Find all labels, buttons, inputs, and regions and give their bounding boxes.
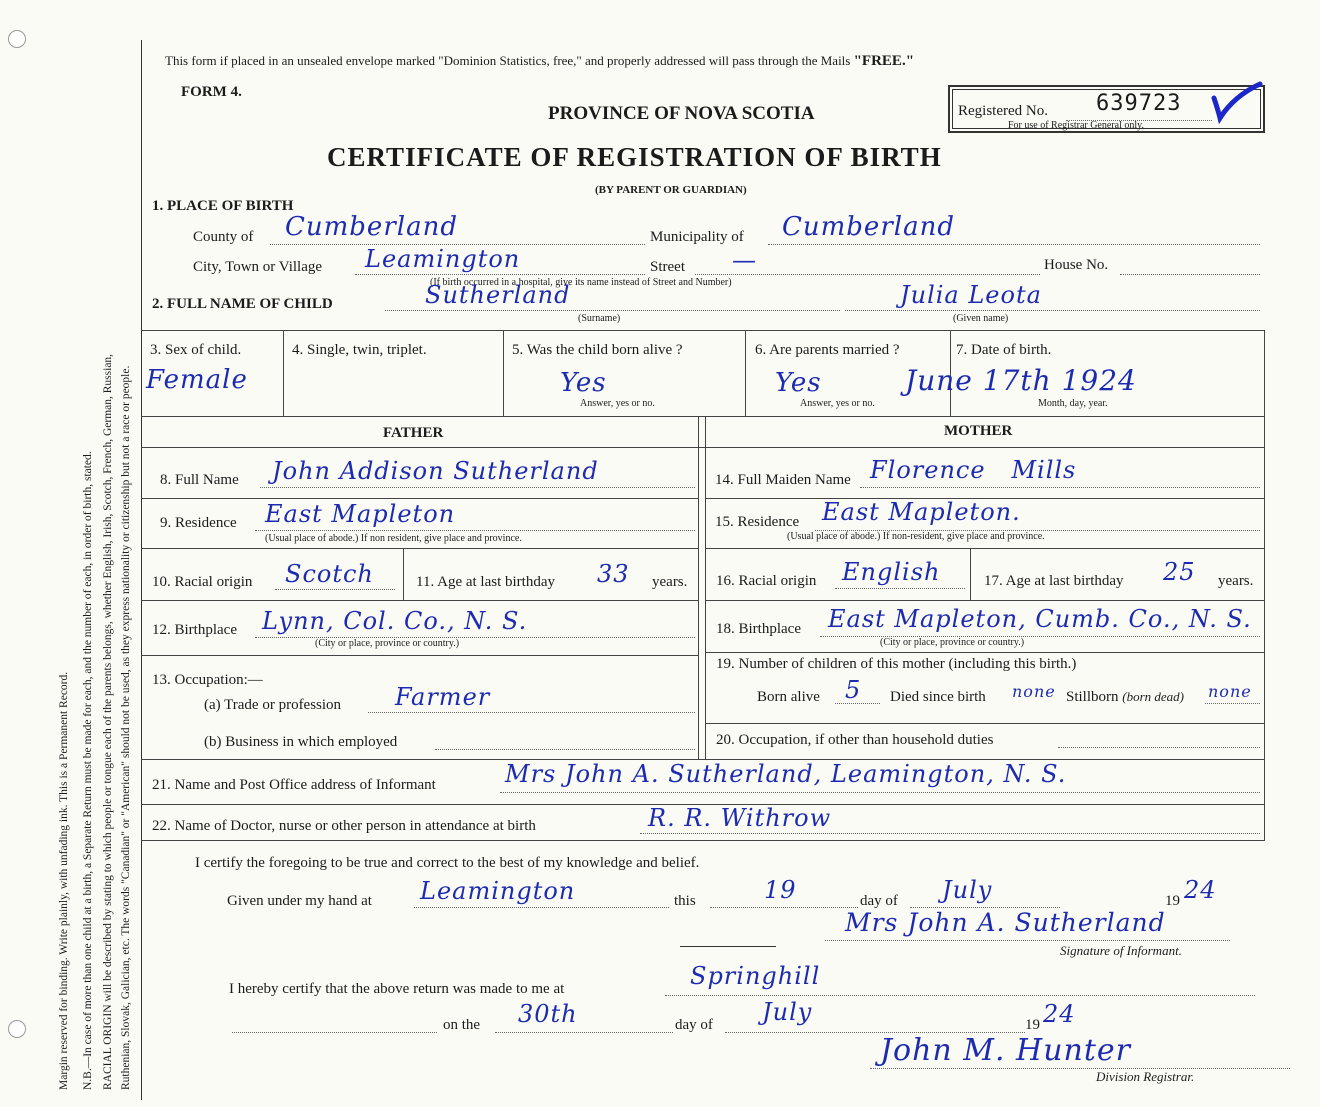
stillborn-label: Stillborn (born dead) bbox=[1066, 689, 1185, 705]
registrar-day-value: 30th bbox=[518, 1000, 578, 1028]
father-racial-label: 10. Racial origin bbox=[152, 574, 253, 590]
registrar-on-the-label: on the bbox=[443, 1017, 481, 1033]
cert-month-value: July bbox=[942, 876, 993, 904]
father-birthplace-value: Lynn, Col. Co., N. S. bbox=[262, 607, 528, 635]
father-residence-caption: (Usual place of abode.) If non resident, give place and province. bbox=[265, 533, 522, 544]
plurality-label: 4. Single, twin, triplet. bbox=[292, 342, 427, 358]
born-alive-label: Born alive bbox=[757, 689, 820, 705]
margin-note-nb: N.B.—In case of more than one child at a birth, a Separate Return must be made for each, and the number of each, in order of birth, stated. bbox=[82, 451, 94, 1090]
postal-notice: This form if placed in an unsealed envelope marked "Dominion Statistics, free," and properly addressed will pass through the Mails "FREE." bbox=[165, 53, 915, 69]
informant-label: 21. Name and Post Office address of Informant bbox=[152, 777, 436, 793]
cert-day-of-label: day of bbox=[860, 893, 898, 909]
margin-note-binding: Margin reserved for binding. Write plainly, with unfading ink. This is a Permanent Record. bbox=[58, 671, 70, 1090]
doctor-value: R. R. Withrow bbox=[648, 804, 832, 832]
city-label: City, Town or Village bbox=[193, 259, 323, 275]
margin-note-racial-2: Ruthenian, Slovak, Galician, etc. The words "Canadian" or "American" should not be used, as they express nationality or citizenship but not a race or people. bbox=[120, 365, 132, 1090]
registrar-place-value: Springhill bbox=[690, 962, 821, 990]
cert-year-prefix: 19 bbox=[1165, 893, 1180, 909]
registrar-year-value: 24 bbox=[1043, 1000, 1076, 1028]
mother-name-label: 14. Full Maiden Name bbox=[715, 472, 851, 488]
mother-residence-label: 15. Residence bbox=[715, 514, 800, 530]
mother-age-value: 25 bbox=[1163, 558, 1196, 586]
this-label: this bbox=[674, 893, 696, 909]
mother-birthplace-value: East Mapleton, Cumb. Co., N. S. bbox=[828, 605, 1252, 633]
registrar-year-prefix: 19 bbox=[1025, 1017, 1040, 1033]
mother-heading: MOTHER bbox=[944, 423, 1013, 439]
province-heading: PROVINCE OF NOVA SCOTIA bbox=[548, 103, 815, 124]
informant-signature-caption: Signature of Informant. bbox=[1060, 943, 1182, 958]
given-place-value: Leamington bbox=[420, 877, 576, 905]
mother-racial-label: 16. Racial origin bbox=[716, 573, 817, 589]
born-alive-value: 5 bbox=[845, 676, 862, 704]
mother-name-value: Florence Mills bbox=[870, 456, 1077, 484]
mother-children-label: 19. Number of children of this mother (including this birth.) bbox=[716, 656, 1077, 672]
father-name-label: 8. Full Name bbox=[160, 472, 239, 488]
house-number-label: House No. bbox=[1044, 257, 1109, 273]
married-label: 6. Are parents married ? bbox=[755, 342, 900, 358]
certification-statement: I certify the foregoing to be true and correct to the best of my knowledge and belief. bbox=[195, 855, 700, 871]
registrar-month-value: July bbox=[762, 998, 813, 1026]
margin-note-racial-1: RACIAL ORIGIN will be described by stating to which people or tongue each of the parents belongs, whether English, Irish, Scotch, French, German, Russian, bbox=[102, 353, 114, 1090]
mother-age-unit: years. bbox=[1218, 573, 1254, 589]
married-value: Yes bbox=[775, 368, 822, 398]
father-name-value: John Addison Sutherland bbox=[272, 457, 599, 485]
municipality-value: Cumberland bbox=[782, 212, 955, 242]
registrar-signature: John M. Hunter bbox=[880, 1033, 1132, 1068]
died-since-birth-value: none bbox=[1012, 682, 1056, 701]
father-heading: FATHER bbox=[383, 425, 444, 441]
father-age-label: 11. Age at last birthday bbox=[416, 574, 555, 590]
father-residence-value: East Mapleton bbox=[265, 500, 456, 528]
binding-hole-bottom bbox=[8, 1020, 26, 1038]
child-name-label: 2. FULL NAME OF CHILD bbox=[152, 296, 333, 312]
street-value: — bbox=[732, 246, 757, 274]
county-value: Cumberland bbox=[285, 212, 458, 242]
father-occupation-label: 13. Occupation:— bbox=[152, 672, 263, 688]
father-birthplace-label: 12. Birthplace bbox=[152, 622, 237, 638]
county-label: County of bbox=[193, 229, 254, 245]
father-business-label: (b) Business in which employed bbox=[204, 734, 398, 750]
stillborn-value: none bbox=[1208, 682, 1252, 701]
hospital-note: (If birth occurred in a hospital, give its name instead of Street and Number) bbox=[430, 277, 732, 288]
alive-caption: Answer, yes or no. bbox=[580, 398, 655, 409]
sex-value: Female bbox=[146, 365, 248, 395]
alive-label: 5. Was the child born alive ? bbox=[512, 342, 683, 358]
sex-label: 3. Sex of child. bbox=[150, 342, 242, 358]
given-under-label: Given under my hand at bbox=[227, 893, 372, 909]
check-mark-icon bbox=[1208, 80, 1264, 129]
alive-value: Yes bbox=[560, 368, 607, 398]
registered-label: Registered No. bbox=[958, 103, 1048, 119]
father-birthplace-caption: (City or place, province or country.) bbox=[315, 638, 460, 649]
mother-birthplace-caption: (City or place, province or country.) bbox=[880, 637, 1025, 648]
mother-occupation-label: 20. Occupation, if other than household duties bbox=[716, 732, 994, 748]
date-caption: Month, day, year. bbox=[1038, 398, 1108, 409]
mother-birthplace-label: 18. Birthplace bbox=[716, 621, 801, 637]
father-age-unit: years. bbox=[652, 574, 688, 590]
street-label: Street bbox=[650, 259, 685, 275]
father-trade-label: (a) Trade or profession bbox=[204, 697, 342, 713]
informant-signature: Mrs John A. Sutherland bbox=[845, 908, 1166, 937]
father-age-value: 33 bbox=[597, 560, 630, 588]
certificate-subtitle: (BY PARENT OR GUARDIAN) bbox=[595, 184, 747, 196]
certificate-title: CERTIFICATE OF REGISTRATION OF BIRTH bbox=[327, 142, 942, 172]
place-of-birth-label: 1. PLACE OF BIRTH bbox=[152, 198, 294, 214]
married-caption: Answer, yes or no. bbox=[800, 398, 875, 409]
city-value: Leamington bbox=[365, 245, 521, 273]
mother-racial-value: English bbox=[842, 558, 941, 586]
registrar-signature-caption: Division Registrar. bbox=[1096, 1069, 1195, 1084]
informant-value: Mrs John A. Sutherland, Leamington, N. S. bbox=[505, 760, 1067, 788]
form-number: FORM 4. bbox=[181, 84, 242, 100]
registrar-note: For use of Registrar General only. bbox=[1008, 120, 1144, 131]
mother-age-label: 17. Age at last birthday bbox=[984, 573, 1124, 589]
died-since-birth-label: Died since birth bbox=[890, 689, 986, 705]
father-racial-value: Scotch bbox=[285, 560, 374, 588]
child-surname: Sutherland bbox=[425, 281, 571, 309]
date-of-birth-value: June 17th 1924 bbox=[905, 364, 1137, 397]
registered-value: 639723 bbox=[1096, 91, 1182, 116]
date-of-birth-label: 7. Date of birth. bbox=[956, 342, 1052, 358]
municipality-label: Municipality of bbox=[650, 229, 744, 245]
surname-caption: (Surname) bbox=[578, 313, 621, 324]
father-residence-label: 9. Residence bbox=[160, 515, 237, 531]
doctor-label: 22. Name of Doctor, nurse or other person in attendance at birth bbox=[152, 818, 536, 834]
mother-residence-value: East Mapleton. bbox=[822, 498, 1021, 526]
child-given-name: Julia Leota bbox=[900, 281, 1042, 309]
given-name-caption: (Given name) bbox=[953, 313, 1009, 324]
binding-hole-top bbox=[8, 30, 26, 48]
mother-residence-caption: (Usual place of abode.) If non-resident, give place and province. bbox=[787, 531, 1045, 542]
father-trade-value: Farmer bbox=[395, 683, 491, 711]
cert-year-value: 24 bbox=[1184, 876, 1217, 904]
registrar-day-of-label: day of bbox=[675, 1017, 713, 1033]
registrar-statement: I hereby certify that the above return was made to me at bbox=[229, 981, 565, 997]
form-left-border bbox=[141, 40, 142, 1100]
postal-free: "FREE." bbox=[853, 53, 915, 69]
cert-day-value: 19 bbox=[764, 876, 797, 904]
